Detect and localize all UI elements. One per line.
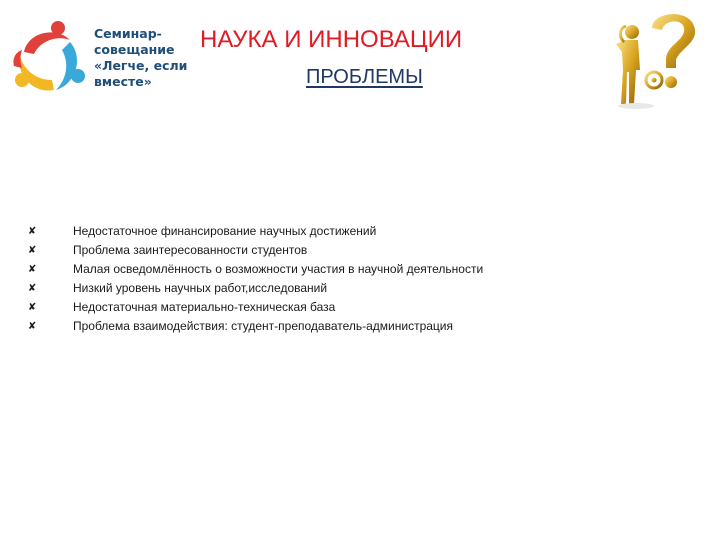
list-item-text: Проблема заинтересованности студентов [73, 243, 308, 257]
x-mark-icon: ✘ [28, 302, 37, 313]
list-item [28, 279, 688, 298]
three-people-logo-icon [10, 18, 90, 98]
x-mark-icon: ✘ [28, 321, 37, 332]
seminar-logo [10, 18, 188, 98]
list-item [28, 317, 688, 336]
logo-line: совещание [94, 42, 175, 57]
x-mark-icon: ✘ [28, 226, 37, 237]
list-item [28, 298, 688, 317]
slide-subtitle: ПРОБЛЕМЫ [306, 66, 423, 88]
list-item-text: Недостаточная материально-техническая база [73, 300, 336, 314]
list-item-text: Малая осведомлённость о возможности участия в научной деятельности [73, 262, 484, 276]
logo-line: Семинар- [94, 26, 162, 41]
x-mark-icon: ✘ [28, 283, 37, 294]
list-item [28, 241, 688, 260]
list-item [28, 222, 688, 241]
problems-list [28, 222, 688, 336]
logo-line: «Легче, если [94, 58, 188, 73]
slide-title: НАУКА И ИННОВАЦИИ [200, 26, 463, 53]
list-item-text: Недостаточное финансирование научных достижений [73, 224, 377, 238]
list-item [28, 260, 688, 279]
thinking-figure-question-mark-icon [596, 6, 714, 112]
x-mark-icon: ✘ [28, 264, 37, 275]
x-mark-icon: ✘ [28, 245, 37, 256]
logo-caption [94, 26, 186, 90]
list-item-text: Низкий уровень научных работ,исследований [73, 281, 328, 295]
list-item-text: Проблема взаимодействия: студент-преподаватель-администрация [73, 319, 454, 333]
logo-line: вместе» [94, 74, 152, 89]
